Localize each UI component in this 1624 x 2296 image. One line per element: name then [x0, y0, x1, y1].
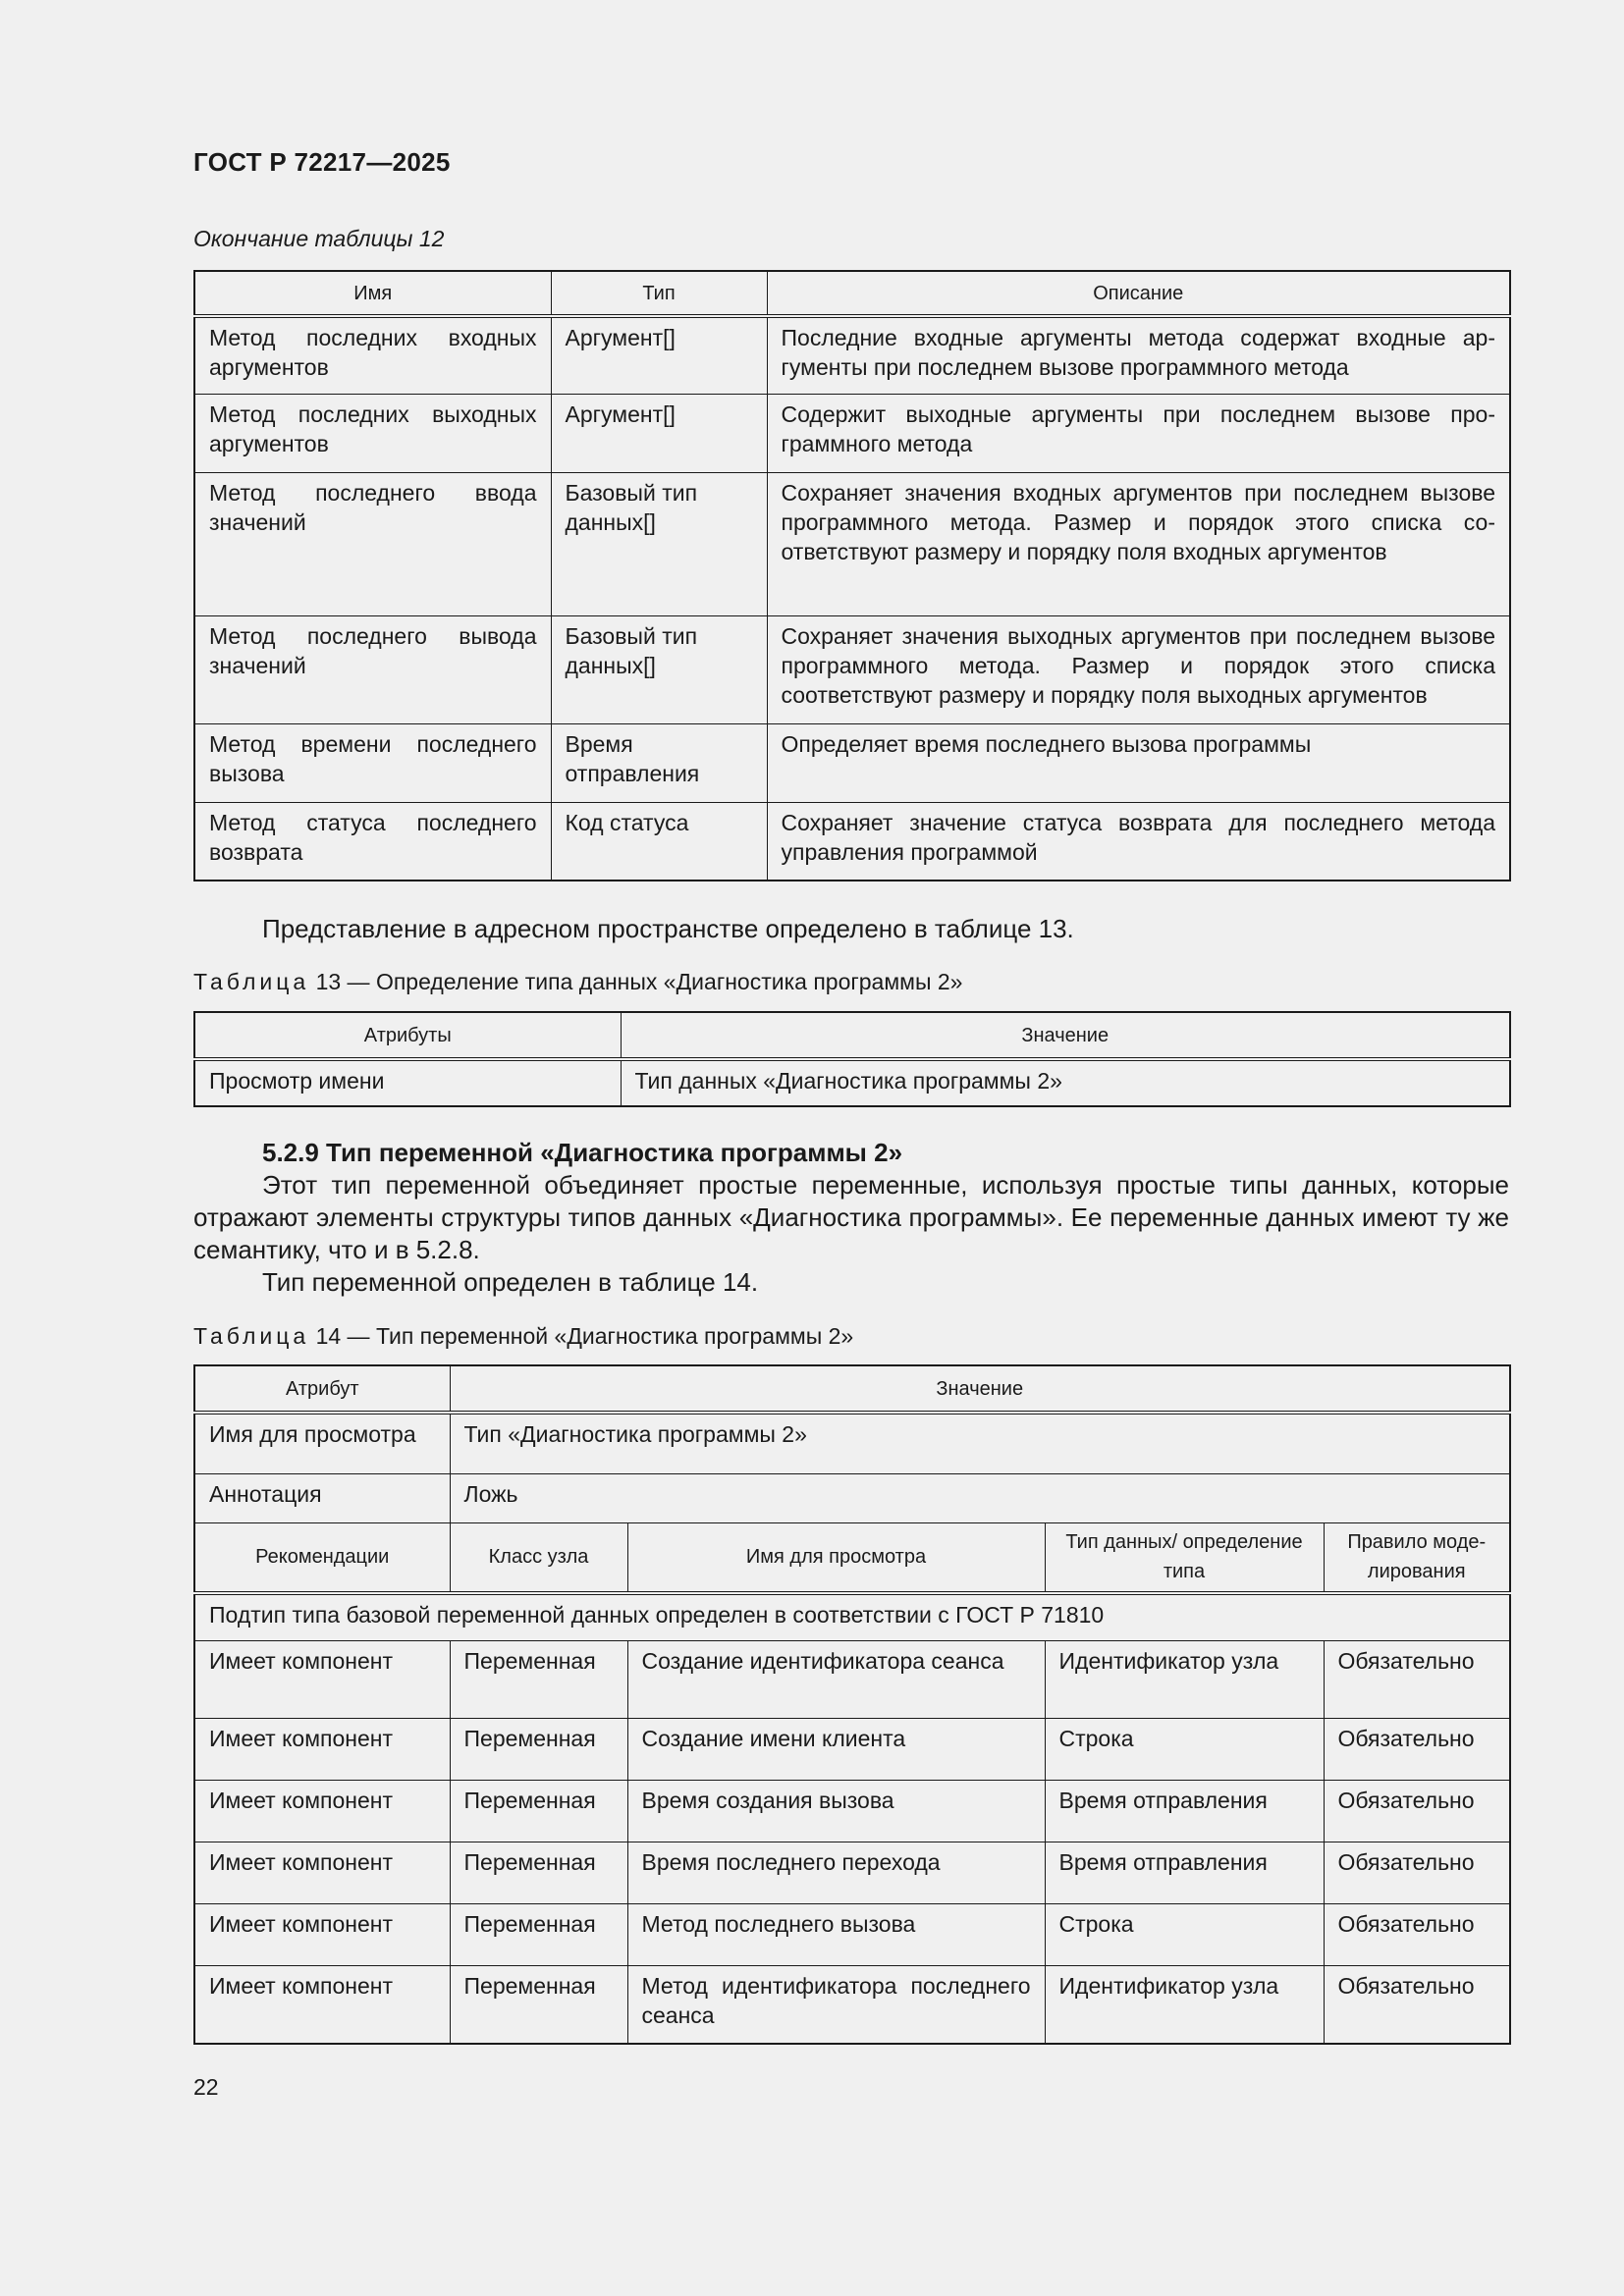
cell-node-class: Переменная — [450, 1640, 627, 1718]
page-number: 22 — [193, 2074, 219, 2100]
cell-name: Метод последних входных аргументов — [194, 316, 551, 394]
cell-name: Метод времени последнего вызова — [194, 723, 551, 802]
table-13-caption — [193, 969, 962, 995]
cell-modelling-rule: Обязательно — [1324, 1965, 1510, 2044]
cell-modelling-rule: Обязательно — [1324, 1842, 1510, 1903]
cell-attribute: Имя для просмотра — [194, 1413, 450, 1473]
column-header-value: Значение — [621, 1012, 1510, 1059]
table-row — [194, 394, 1510, 472]
table-row — [194, 472, 1510, 615]
cell-description: Сохраняет значения выходных аргументов при последнем вызове программного метода. Размер и порядок этого списка соответствуют размеру и порядку поля выходных аргументов — [767, 615, 1510, 723]
table-row — [194, 615, 1510, 723]
cell-attribute: Аннотация — [194, 1473, 450, 1522]
cell-browse-name: Создание имени клиента — [627, 1718, 1045, 1780]
cell-description: Содержит выходные аргументы при последнем вызове программного метода — [767, 394, 1510, 472]
cell-data-type: Строка — [1045, 1903, 1324, 1965]
cell-description: Сохраняет значения входных аргументов при последнем вызове программного метода. Размер и порядок этого списка соответствуют размеру и порядку поля входных аргументов — [767, 472, 1510, 615]
cell-reference: Имеет компонент — [194, 1842, 450, 1903]
cell-value: Тип «Диагностика программы 2» — [450, 1413, 1510, 1473]
cell-data-type: Идентификатор узла — [1045, 1640, 1324, 1718]
sub-header-data-type: Тип данных/ определение типа — [1045, 1522, 1324, 1593]
column-header-description: Описание — [767, 271, 1510, 316]
cell-attribute: Просмотр имени — [194, 1059, 621, 1106]
cell-browse-name: Время последнего перехода — [627, 1842, 1045, 1903]
cell-reference: Имеет компонент — [194, 1903, 450, 1965]
cell-data-type: Строка — [1045, 1718, 1324, 1780]
section-paragraph-table14-ref: Тип переменной определен в таблице 14. — [262, 1267, 759, 1297]
column-header-attributes: Атрибуты — [194, 1012, 621, 1059]
column-header-value: Значение — [450, 1365, 1510, 1413]
cell-modelling-rule: Обязательно — [1324, 1903, 1510, 1965]
caption-label: Таблица — [193, 969, 310, 994]
cell-type: Базовый тип данных[] — [551, 615, 767, 723]
caption-text: 14 — Тип переменной «Диагностика программы 2» — [315, 1323, 854, 1349]
cell-reference: Имеет компонент — [194, 1718, 450, 1780]
table-13 — [193, 1011, 1511, 1107]
cell-reference: Имеет компонент — [194, 1965, 450, 2044]
column-header-type: Тип — [551, 271, 767, 316]
sub-header-node-class: Класс узла — [450, 1522, 627, 1593]
table-row — [194, 1059, 1510, 1106]
cell-browse-name: Метод последнего вызова — [627, 1903, 1045, 1965]
table-row — [194, 1780, 1510, 1842]
cell-modelling-rule: Обязательно — [1324, 1640, 1510, 1718]
cell-browse-name: Метод идентификатора последнего сеанса — [627, 1965, 1045, 2044]
caption-label: Таблица — [193, 1323, 310, 1349]
table-12 — [193, 270, 1511, 881]
cell-node-class: Переменная — [450, 1842, 627, 1903]
document-header: ГОСТ Р 72217—2025 — [193, 147, 451, 177]
cell-data-type: Время отправления — [1045, 1842, 1324, 1903]
table-row — [194, 1965, 1510, 2044]
sub-header-modelling-rule: Правило моделирования — [1324, 1522, 1510, 1593]
cell-name: Метод последнего ввода значений — [194, 472, 551, 615]
sub-header-row — [194, 1522, 1510, 1593]
cell-browse-name: Время создания вызова — [627, 1780, 1045, 1842]
cell-value: Тип данных «Диагностика программы 2» — [621, 1059, 1510, 1106]
cell-name: Метод статуса последнего возврата — [194, 802, 551, 881]
cell-reference: Имеет компонент — [194, 1640, 450, 1718]
caption-text: 13 — Определение типа данных «Диагностика программы 2» — [315, 969, 963, 994]
cell-description: Последние входные аргументы метода содержат входные аргументы при последнем вызове программного метода — [767, 316, 1510, 394]
table-row — [194, 1640, 1510, 1718]
column-header-name: Имя — [194, 271, 551, 316]
section-heading: 5.2.9 Тип переменной «Диагностика программы 2» — [262, 1138, 903, 1167]
column-header-attribute: Атрибут — [194, 1365, 450, 1413]
cell-node-class: Переменная — [450, 1718, 627, 1780]
table-row — [194, 316, 1510, 394]
cell-description: Определяет время последнего вызова программы — [767, 723, 1510, 802]
table-row — [194, 1413, 1510, 1473]
span-row — [194, 1593, 1510, 1640]
cell-description: Сохраняет значение статуса возврата для последнего метода управления программой — [767, 802, 1510, 881]
cell-name: Метод последнего вывода значений — [194, 615, 551, 723]
table-row — [194, 723, 1510, 802]
cell-data-type: Время отправления — [1045, 1780, 1324, 1842]
cell-node-class: Переменная — [450, 1903, 627, 1965]
table-row — [194, 1842, 1510, 1903]
cell-name: Метод последних выходных аргументов — [194, 394, 551, 472]
sub-header-references: Рекомендации — [194, 1522, 450, 1593]
cell-type: Базовый тип данных[] — [551, 472, 767, 615]
cell-data-type: Идентификатор узла — [1045, 1965, 1324, 2044]
cell-type: Аргумент[] — [551, 394, 767, 472]
cell-modelling-rule: Обязательно — [1324, 1718, 1510, 1780]
cell-node-class: Переменная — [450, 1965, 627, 2044]
table-row — [194, 1473, 1510, 1522]
table-14 — [193, 1364, 1511, 2045]
table-14-caption — [193, 1323, 853, 1350]
section-paragraph: Этот тип переменной объединяет простые переменные, используя простые типы данных, которые отражают элементы структуры типов данных «Диагностика программы». Ее переменные данных имеют ту же семантику, что и в 5.2.8. — [193, 1170, 1509, 1264]
cell-reference: Имеет компонент — [194, 1780, 450, 1842]
table-12-continuation-caption: Окончание таблицы 12 — [193, 226, 445, 251]
cell-type: Аргумент[] — [551, 316, 767, 394]
cell-subtype-note: Подтип типа базовой переменной данных определен в соответствии с ГОСТ Р 71810 — [194, 1593, 1510, 1640]
sub-header-browse-name: Имя для просмотра — [627, 1522, 1045, 1593]
cell-modelling-rule: Обязательно — [1324, 1780, 1510, 1842]
cell-value: Ложь — [450, 1473, 1510, 1522]
table-row — [194, 1903, 1510, 1965]
table-row — [194, 1718, 1510, 1780]
cell-type: Код статуса — [551, 802, 767, 881]
cell-browse-name: Создание идентификатора сеанса — [627, 1640, 1045, 1718]
cell-node-class: Переменная — [450, 1780, 627, 1842]
paragraph-table13-ref: Представление в адресном пространстве определено в таблице 13. — [262, 914, 1074, 943]
table-row — [194, 802, 1510, 881]
cell-type: Время отправления — [551, 723, 767, 802]
